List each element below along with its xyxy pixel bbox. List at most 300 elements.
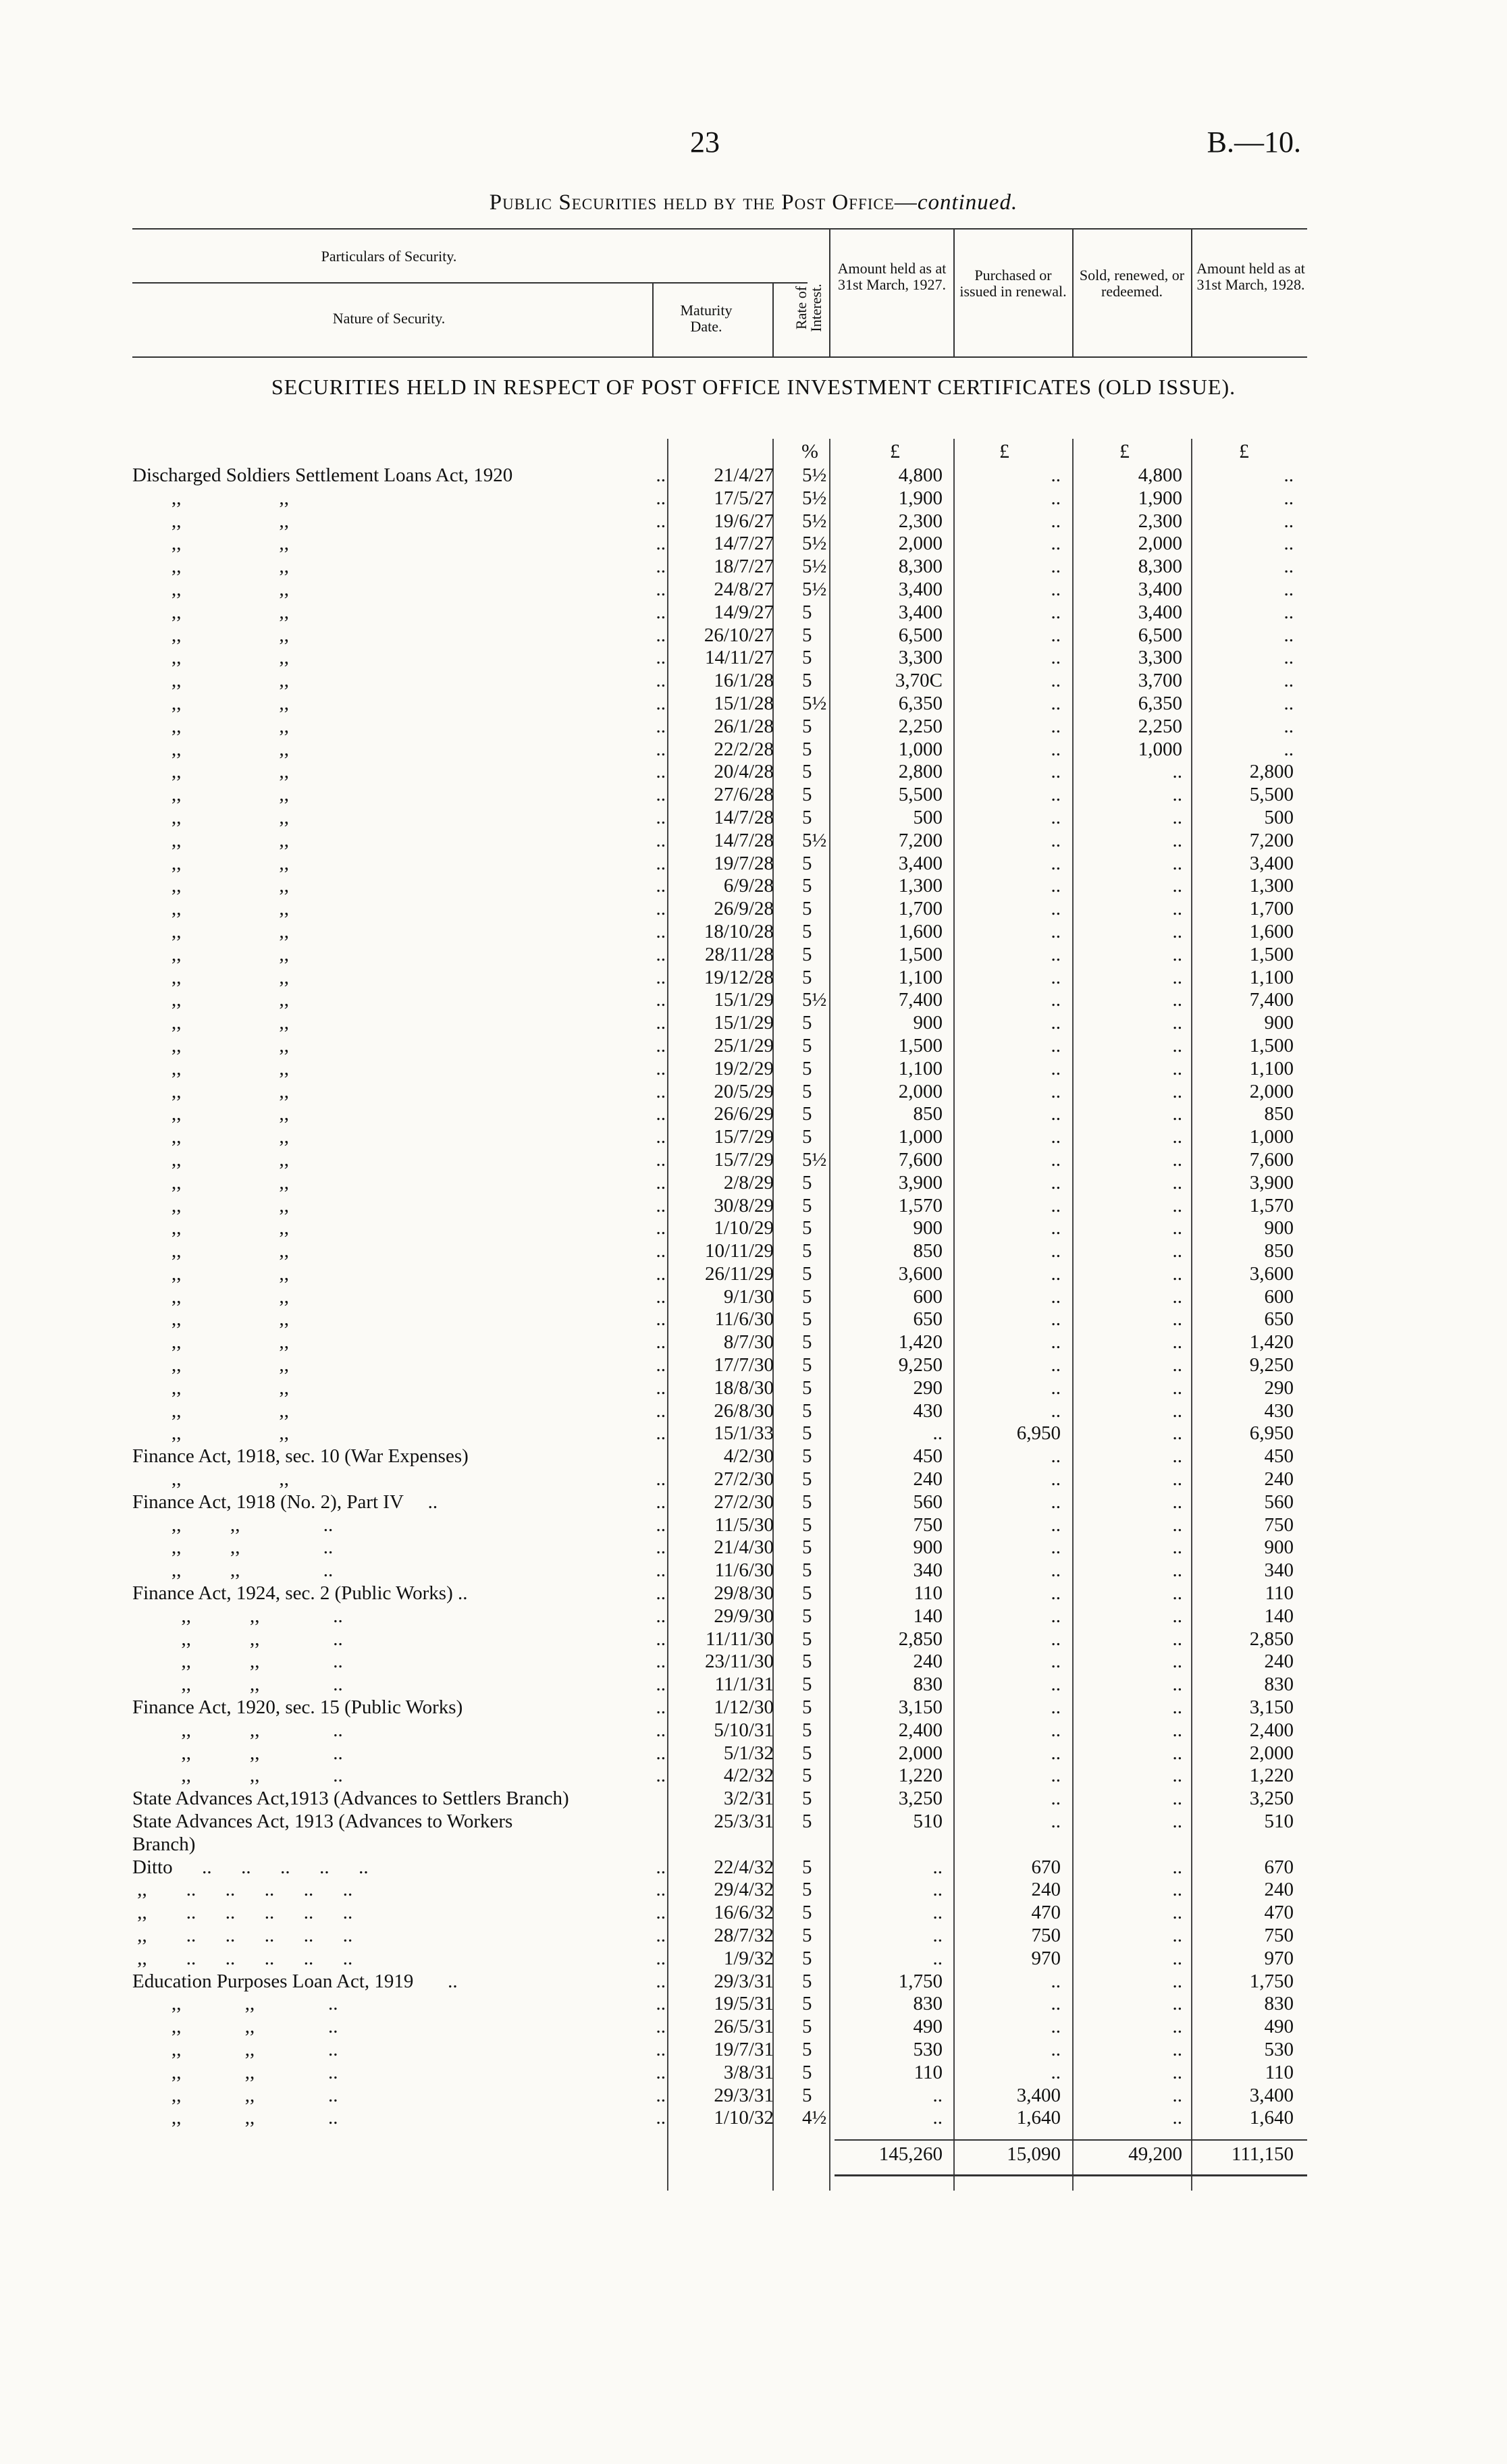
totals-row xyxy=(132,2143,1307,2170)
sold: 2,300 xyxy=(1138,510,1182,532)
security-name: ,, ,, xyxy=(132,875,289,897)
amount-1927: .. xyxy=(932,1925,943,1946)
purchased: .. xyxy=(1051,1103,1061,1125)
purchased: .. xyxy=(1051,1012,1061,1034)
page-title xyxy=(0,190,1507,215)
amount-1927: 1,570 xyxy=(898,1194,943,1216)
total-pur: 15,090 xyxy=(1007,2143,1061,2165)
amount-1928: 560 xyxy=(1264,1491,1294,1513)
header-divider xyxy=(953,228,955,356)
security-name: ,, ,, .. xyxy=(132,1514,334,1536)
sold: .. xyxy=(1172,852,1182,874)
amount-1927: 240 xyxy=(913,1468,943,1491)
amount-1927: 510 xyxy=(913,1811,943,1833)
purchased: 670 xyxy=(1031,1856,1061,1878)
sold: .. xyxy=(1172,1012,1182,1034)
purchased: .. xyxy=(1051,920,1061,942)
leader-dots: .. xyxy=(656,624,666,646)
header-sub-rule xyxy=(132,282,808,284)
security-name: ,, ,, xyxy=(132,510,289,532)
amount-1927: 1,900 xyxy=(898,487,943,509)
amount-1927: 830 xyxy=(913,1993,943,2015)
table-header xyxy=(132,228,1307,370)
amount-1927: 450 xyxy=(913,1445,943,1468)
leader-dots: .. xyxy=(656,1103,666,1125)
maturity-date: 1/9/32 xyxy=(723,1947,774,1969)
interest-rate: 5 xyxy=(802,1171,812,1194)
purchased: .. xyxy=(1051,738,1061,760)
maturity-date: 21/4/30 xyxy=(714,1536,774,1559)
header-amount-1928: Amount held as at 31st March, 1928. xyxy=(1196,260,1305,294)
purchased: .. xyxy=(1051,1171,1061,1194)
header-particulars: Particulars of Security. xyxy=(321,248,457,265)
security-name: ,, ,, xyxy=(132,1148,289,1171)
leader-dots: .. xyxy=(656,556,666,578)
sold: .. xyxy=(1172,1148,1182,1171)
amount-1928: 750 xyxy=(1264,1925,1294,1946)
sold: .. xyxy=(1172,1651,1182,1673)
amount-1928: 9,250 xyxy=(1249,1354,1294,1376)
amount-1928: 3,600 xyxy=(1249,1262,1294,1285)
header-bottom-rule xyxy=(132,356,1307,358)
maturity-date: 11/1/31 xyxy=(714,1673,774,1696)
interest-rate: 5 xyxy=(802,784,812,806)
security-name: ,, ,, xyxy=(132,692,289,714)
leader-dots: .. xyxy=(656,1126,666,1148)
sold: .. xyxy=(1172,1285,1182,1308)
maturity-date: 27/2/30 xyxy=(714,1468,774,1491)
security-name: ,, ,, xyxy=(132,1034,289,1056)
amount-1928: 3,150 xyxy=(1249,1696,1294,1719)
leader-dots: .. xyxy=(656,1285,666,1308)
table-row xyxy=(132,1925,1307,1948)
purchased: .. xyxy=(1051,1285,1061,1308)
interest-rate: 5 xyxy=(802,852,812,874)
interest-rate: 5 xyxy=(802,2016,812,2038)
security-name: ,, ,, xyxy=(132,1057,289,1079)
maturity-date: 1/10/32 xyxy=(714,2107,774,2129)
interest-rate: 5 xyxy=(802,2038,812,2060)
amount-1927: 2,800 xyxy=(898,761,943,783)
interest-rate: 5½ xyxy=(802,692,827,714)
purchased: .. xyxy=(1051,2061,1061,2083)
amount-1928: .. xyxy=(1284,715,1294,737)
sold: .. xyxy=(1172,943,1182,965)
security-name: ,, ,, xyxy=(132,920,289,942)
sold: 1,900 xyxy=(1138,487,1182,509)
amount-1928: 850 xyxy=(1264,1240,1294,1262)
sold: 2,250 xyxy=(1138,715,1182,737)
sold: .. xyxy=(1172,1126,1182,1148)
security-name: ,, ,, xyxy=(132,624,289,646)
purchased: .. xyxy=(1051,1057,1061,1079)
interest-rate: 5 xyxy=(802,1034,812,1056)
security-name: ,, ,, xyxy=(132,852,289,874)
security-name: Finance Act, 1924, sec. 2 (Public Works) .. xyxy=(132,1582,468,1605)
header-nature: Nature of Security. xyxy=(332,310,446,327)
leader-dots: .. xyxy=(656,487,666,509)
purchased: .. xyxy=(1051,1080,1061,1102)
interest-rate: 5 xyxy=(802,920,812,942)
amount-1928: 3,400 xyxy=(1249,2084,1294,2106)
amount-1927: 3,300 xyxy=(898,647,943,669)
amount-1927: 5,500 xyxy=(898,784,943,806)
leader-dots: .. xyxy=(656,852,666,874)
purchased: .. xyxy=(1051,1354,1061,1376)
amount-1928: 1,750 xyxy=(1249,1970,1294,1992)
table-row xyxy=(132,1354,1307,1377)
table-row xyxy=(132,464,1307,487)
amount-1927: 500 xyxy=(913,806,943,828)
purchased: .. xyxy=(1051,806,1061,828)
amount-1928: 240 xyxy=(1264,1879,1294,1901)
table-row xyxy=(132,716,1307,739)
amount-1927: 3,600 xyxy=(898,1262,943,1285)
security-name: ,, ,, .. xyxy=(132,1559,334,1582)
maturity-date: 19/2/29 xyxy=(714,1057,774,1079)
amount-1927: 3,400 xyxy=(898,578,943,600)
maturity-date: 11/11/30 xyxy=(706,1628,774,1650)
security-name: ,, ,, xyxy=(132,989,289,1011)
security-name: ,, ,, .. xyxy=(132,2016,338,2038)
amount-1927: 1,220 xyxy=(898,1765,943,1787)
totals-top-rule xyxy=(835,2139,1307,2141)
sold: .. xyxy=(1172,1331,1182,1354)
interest-rate: 5 xyxy=(802,966,812,988)
table-row xyxy=(132,1468,1307,1491)
maturity-date: 29/3/31 xyxy=(714,1970,774,1992)
leader-dots: .. xyxy=(656,1947,666,1969)
interest-rate: 5½ xyxy=(802,556,827,578)
amount-1928: 6,950 xyxy=(1249,1422,1294,1445)
interest-rate: 5 xyxy=(802,1308,812,1331)
interest-rate: 5 xyxy=(802,1856,812,1878)
amount-1928: 650 xyxy=(1264,1308,1294,1331)
amount-1927: 600 xyxy=(913,1285,943,1308)
leader-dots: .. xyxy=(656,1651,666,1673)
amount-1928: 290 xyxy=(1264,1376,1294,1399)
maturity-date: 11/6/30 xyxy=(714,1308,774,1331)
amount-1928: .. xyxy=(1284,738,1294,760)
sold: .. xyxy=(1172,1445,1182,1468)
table-row xyxy=(132,761,1307,784)
security-name: ,, ,, .. xyxy=(132,1742,343,1764)
sold: 3,400 xyxy=(1138,601,1182,623)
purchased: .. xyxy=(1051,1194,1061,1216)
purchased: .. xyxy=(1051,1788,1061,1810)
purchased: .. xyxy=(1051,966,1061,988)
security-name: ,, .. .. .. .. .. xyxy=(132,1879,353,1901)
sold: .. xyxy=(1172,1308,1182,1331)
sold: .. xyxy=(1172,1856,1182,1878)
leader-dots: .. xyxy=(656,1217,666,1239)
leader-dots: .. xyxy=(656,601,666,623)
leader-dots: .. xyxy=(656,1376,666,1399)
amount-1928: 530 xyxy=(1264,2038,1294,2060)
amount-1928: .. xyxy=(1284,487,1294,509)
interest-rate: 5 xyxy=(802,1651,812,1673)
sold: .. xyxy=(1172,1468,1182,1491)
purchased: .. xyxy=(1051,875,1061,897)
purchased: .. xyxy=(1051,898,1061,920)
sold: .. xyxy=(1172,1765,1182,1787)
purchased: 6,950 xyxy=(1016,1422,1061,1445)
leader-dots: .. xyxy=(656,1057,666,1079)
interest-rate: 5 xyxy=(802,1879,812,1901)
maturity-date: 5/10/31 xyxy=(714,1719,774,1741)
maturity-date: 26/1/28 xyxy=(714,715,774,737)
table-row xyxy=(132,1103,1307,1126)
table-row xyxy=(132,1035,1307,1058)
maturity-date: 30/8/29 xyxy=(714,1194,774,1216)
security-name: ,, ,, xyxy=(132,943,289,965)
sold: .. xyxy=(1172,1262,1182,1285)
security-name: ,, ,, xyxy=(132,1285,289,1308)
leader-dots: .. xyxy=(656,2038,666,2060)
purchased: .. xyxy=(1051,1468,1061,1491)
amount-1928: 1,420 xyxy=(1249,1331,1294,1354)
purchased: .. xyxy=(1051,1719,1061,1741)
leader-dots: .. xyxy=(656,578,666,600)
sold: .. xyxy=(1172,920,1182,942)
purchased: 470 xyxy=(1031,1902,1061,1924)
leader-dots: .. xyxy=(656,875,666,897)
sold: .. xyxy=(1172,806,1182,828)
maturity-date: 3/8/31 xyxy=(723,2061,774,2083)
amount-1928: 900 xyxy=(1264,1012,1294,1034)
amount-1927: 1,000 xyxy=(898,1126,943,1148)
maturity-date: 11/5/30 xyxy=(714,1514,774,1536)
security-name: ,, ,, .. xyxy=(132,1605,343,1627)
leader-dots: .. xyxy=(656,464,666,486)
interest-rate: 5 xyxy=(802,1696,812,1719)
interest-rate: 5 xyxy=(802,1126,812,1148)
interest-rate: 5 xyxy=(802,1491,812,1513)
table-row xyxy=(132,1149,1307,1172)
maturity-date: 26/6/29 xyxy=(714,1103,774,1125)
security-name-continued: Branch) xyxy=(132,1833,196,1855)
amount-1928: 1,100 xyxy=(1249,966,1294,988)
table-row xyxy=(132,1240,1307,1263)
table-row xyxy=(132,1081,1307,1104)
amount-1928: 900 xyxy=(1264,1536,1294,1559)
sold: 6,350 xyxy=(1138,692,1182,714)
leader-dots: .. xyxy=(656,829,666,851)
sold: .. xyxy=(1172,1354,1182,1376)
purchased: .. xyxy=(1051,1993,1061,2015)
table-row xyxy=(132,601,1307,624)
amount-1928: .. xyxy=(1284,670,1294,692)
maturity-date: 17/7/30 xyxy=(714,1354,774,1376)
sold: .. xyxy=(1172,1925,1182,1946)
leader-dots: .. xyxy=(656,715,666,737)
units-row xyxy=(0,440,1507,463)
interest-rate: 5 xyxy=(802,898,812,920)
maturity-date: 23/11/30 xyxy=(704,1651,774,1673)
leader-dots: .. xyxy=(656,966,666,988)
amount-1927: 830 xyxy=(913,1673,943,1696)
amount-1927: 3,400 xyxy=(898,852,943,874)
maturity-date: 19/12/28 xyxy=(704,966,774,988)
maturity-date: 26/9/28 xyxy=(714,898,774,920)
purchased: .. xyxy=(1051,1673,1061,1696)
leader-dots: .. xyxy=(656,1034,666,1056)
maturity-date: 15/7/29 xyxy=(714,1126,774,1148)
header-amount-1927: Amount held as at 31st March, 1927. xyxy=(837,260,947,294)
header-divider xyxy=(772,282,774,356)
table-row xyxy=(132,1331,1307,1354)
amount-1928: .. xyxy=(1284,510,1294,532)
amount-1928: 970 xyxy=(1264,1947,1294,1969)
table-row xyxy=(132,1902,1307,1925)
table-row xyxy=(132,1811,1307,1856)
sold: .. xyxy=(1172,1399,1182,1422)
table-row xyxy=(132,1651,1307,1673)
leader-dots: .. xyxy=(656,1970,666,1992)
sold: .. xyxy=(1172,1080,1182,1102)
unit-rate: % xyxy=(801,440,818,462)
security-name: ,, ,, xyxy=(132,670,289,692)
security-name: ,, ,, xyxy=(132,556,289,578)
unit-a28: £ xyxy=(1239,440,1249,462)
security-name: ,, ,, .. xyxy=(132,1628,343,1650)
header-divider xyxy=(1072,228,1074,356)
purchased: .. xyxy=(1051,1605,1061,1627)
sold: .. xyxy=(1172,1628,1182,1650)
amount-1927: 2,400 xyxy=(898,1719,943,1741)
leader-dots: .. xyxy=(656,943,666,965)
purchased: .. xyxy=(1051,1445,1061,1468)
leader-dots: .. xyxy=(656,1354,666,1376)
sold: .. xyxy=(1172,1879,1182,1901)
amount-1928: 1,700 xyxy=(1249,898,1294,920)
security-name: ,, ,, .. xyxy=(132,1765,343,1787)
amount-1927: 140 xyxy=(913,1605,943,1627)
amount-1928: 430 xyxy=(1264,1399,1294,1422)
sold: .. xyxy=(1172,1673,1182,1696)
leader-dots: .. xyxy=(656,1628,666,1650)
amount-1928: 1,500 xyxy=(1249,1034,1294,1056)
security-name: ,, ,, xyxy=(132,1217,289,1239)
interest-rate: 5 xyxy=(802,1993,812,2015)
purchased: .. xyxy=(1051,1399,1061,1422)
purchased: 1,640 xyxy=(1016,2107,1061,2129)
amount-1927: 7,600 xyxy=(898,1148,943,1171)
sold: .. xyxy=(1172,1422,1182,1445)
table-row xyxy=(132,1217,1307,1240)
sold: .. xyxy=(1172,1582,1182,1605)
interest-rate: 5 xyxy=(802,1194,812,1216)
sold: .. xyxy=(1172,1696,1182,1719)
maturity-date: 15/1/29 xyxy=(714,1012,774,1034)
maturity-date: 15/1/33 xyxy=(714,1422,774,1445)
maturity-date: 16/1/28 xyxy=(714,670,774,692)
header-divider xyxy=(829,228,830,356)
interest-rate: 5 xyxy=(802,1468,812,1491)
amount-1927: 1,420 xyxy=(898,1331,943,1354)
table-row xyxy=(132,1719,1307,1742)
interest-rate: 5 xyxy=(802,1354,812,1376)
amount-1928: 2,850 xyxy=(1249,1628,1294,1650)
maturity-date: 4/2/30 xyxy=(723,1445,774,1468)
sold: .. xyxy=(1172,898,1182,920)
maturity-date: 19/7/28 xyxy=(714,852,774,874)
table-row xyxy=(132,989,1307,1012)
table-row xyxy=(132,2062,1307,2085)
amount-1928: 1,640 xyxy=(1249,2107,1294,2129)
interest-rate: 5 xyxy=(802,2084,812,2106)
maturity-date: 28/7/32 xyxy=(714,1925,774,1946)
purchased: .. xyxy=(1051,1514,1061,1536)
table-row xyxy=(132,739,1307,761)
sold: .. xyxy=(1172,2107,1182,2129)
maturity-date: 25/3/31 xyxy=(714,1811,774,1833)
amount-1927: 110 xyxy=(914,1582,943,1605)
interest-rate: 5 xyxy=(802,1742,812,1764)
maturity-date: 8/7/30 xyxy=(723,1331,774,1354)
header-divider xyxy=(1191,228,1192,356)
leader-dots: .. xyxy=(656,2061,666,2083)
amount-1927: 2,000 xyxy=(898,533,943,555)
amount-1927: 1,100 xyxy=(898,1057,943,1079)
table-row xyxy=(132,2085,1307,2108)
amount-1928: 500 xyxy=(1264,806,1294,828)
table-row xyxy=(132,1514,1307,1537)
security-name: ,, ,, .. xyxy=(132,1993,338,2015)
maturity-date: 19/5/31 xyxy=(714,1993,774,2015)
table-row xyxy=(132,1263,1307,1286)
leader-dots: .. xyxy=(656,692,666,714)
sold: .. xyxy=(1172,989,1182,1011)
purchased: .. xyxy=(1051,1765,1061,1787)
table-row xyxy=(132,1856,1307,1879)
interest-rate: 5 xyxy=(802,1240,812,1262)
security-name: ,, ,, xyxy=(132,1262,289,1285)
purchased: .. xyxy=(1051,601,1061,623)
table-row xyxy=(132,921,1307,944)
sold: .. xyxy=(1172,784,1182,806)
security-name: ,, ,, xyxy=(132,1103,289,1125)
security-name: ,, ,, xyxy=(132,898,289,920)
amount-1927: 560 xyxy=(913,1491,943,1513)
interest-rate: 5 xyxy=(802,1376,812,1399)
sold: 1,000 xyxy=(1138,738,1182,760)
sold: .. xyxy=(1172,1902,1182,1924)
header-divider xyxy=(652,282,654,356)
maturity-date: 29/9/30 xyxy=(714,1605,774,1627)
amount-1928: 110 xyxy=(1265,2061,1294,2083)
amount-1927: .. xyxy=(932,1902,943,1924)
amount-1927: 2,300 xyxy=(898,510,943,532)
security-name: ,, ,, xyxy=(132,1399,289,1422)
leader-dots: .. xyxy=(656,1742,666,1764)
leader-dots: .. xyxy=(656,1879,666,1901)
leader-dots: .. xyxy=(656,2084,666,2106)
interest-rate: 5½ xyxy=(802,989,827,1011)
amount-1927: .. xyxy=(932,1422,943,1445)
table-row xyxy=(132,1172,1307,1195)
amount-1927: 2,000 xyxy=(898,1742,943,1764)
amount-1928: 510 xyxy=(1264,1811,1294,1833)
security-name: ,, ,, xyxy=(132,1240,289,1262)
amount-1927: 3,400 xyxy=(898,601,943,623)
interest-rate: 5 xyxy=(802,1399,812,1422)
security-name: State Advances Act,1913 (Advances to Settlers Branch) xyxy=(132,1788,569,1810)
leader-dots: .. xyxy=(656,2107,666,2129)
table-row xyxy=(132,1993,1307,2016)
security-name: ,, ,, xyxy=(132,1308,289,1331)
amount-1927: 6,350 xyxy=(898,692,943,714)
